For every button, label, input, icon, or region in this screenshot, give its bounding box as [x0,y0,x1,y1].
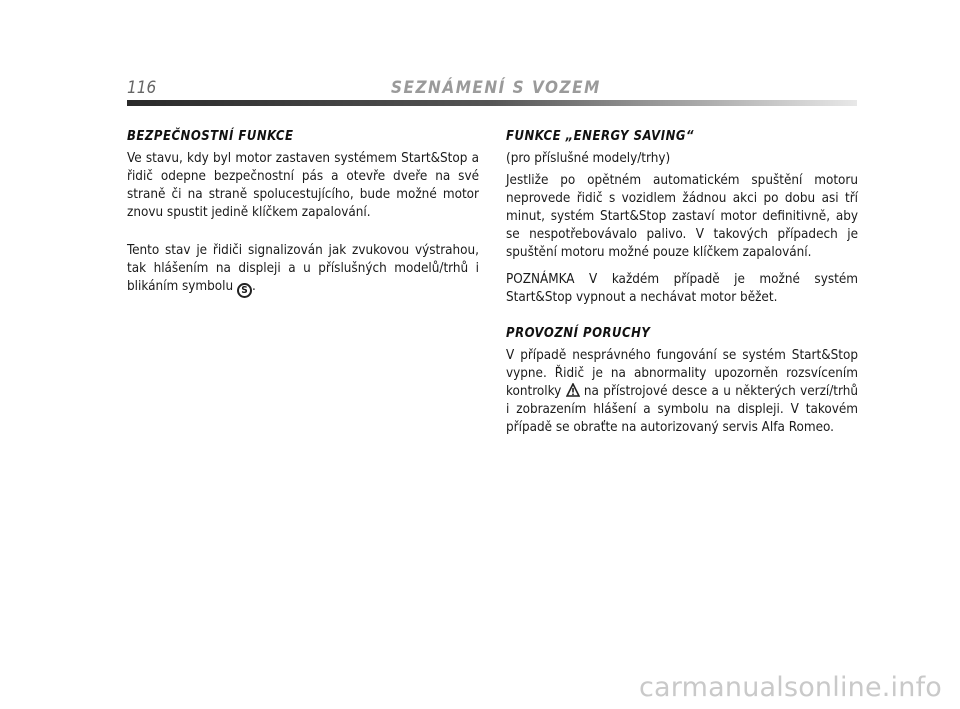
warning-triangle-icon [566,383,580,397]
section-title: SEZNÁMENÍ S VOZEM [391,78,601,98]
watermark: carmanualsonline.info [639,672,942,703]
safety-paragraph-1: Ve stavu, kdy byl motor zastaven systémem Start&Stop a řidič odepne bezpečnostní pás a otevře dveře na své straně či na straně spolucestujícího, bude možné motor znovu spustit jedině klíčkem zapalování. [127,151,479,220]
right-column [506,128,858,446]
heading-malfunctions: PROVOZNÍ PORUCHY [506,326,651,341]
header-rule [127,100,857,106]
safety-paragraph-2-text: Tento stav je řidiči signalizován jak zvukovou výstrahou, tak hlášením na displeji a u příslušných modelů/trhů i blikáním symbolu [127,243,479,294]
safety-paragraph-2-end: . [252,279,256,294]
energy-saving-subheading: (pro příslušné modely/trhy) [506,151,671,166]
safety-paragraph-2 [127,242,479,298]
energy-saving-paragraph: Jestliže po opětném automatickém spuštění motoru neprovede řidič s vozidlem žádnou akci po dobu asi tří minut, systém Start&Stop zastaví motor definitivně, aby se nespotřebovávalo palivo. V takových případech je spuštění motoru možné pouze klíčkem zapalování. [506,173,858,260]
malfunction-paragraph-b: na přístrojové desce a u některých verzí/trhů i zobrazením hlášení a symbolu na displeji. V takovém případě se obraťte na autorizovaný servis Alfa Romeo. [506,384,859,435]
page-number: 116 [127,78,157,98]
heading-energy-saving: FUNKCE „ENERGY SAVING“ [506,129,694,144]
left-column [127,128,479,307]
start-stop-symbol-icon: S [237,283,252,298]
malfunction-paragraph-a: V případě nesprávného fungování se systém Start&Stop vypne. Řidič je na abnormality upozorněn rozsvícením kontrolky [506,348,858,399]
malfunction-paragraph [506,347,858,437]
heading-safety-function: BEZPEČNOSTNÍ FUNKCE [127,129,294,144]
note-paragraph: POZNÁMKA V každém případě je možné systém Start&Stop vypnout a nechávat motor běžet. [506,272,858,305]
